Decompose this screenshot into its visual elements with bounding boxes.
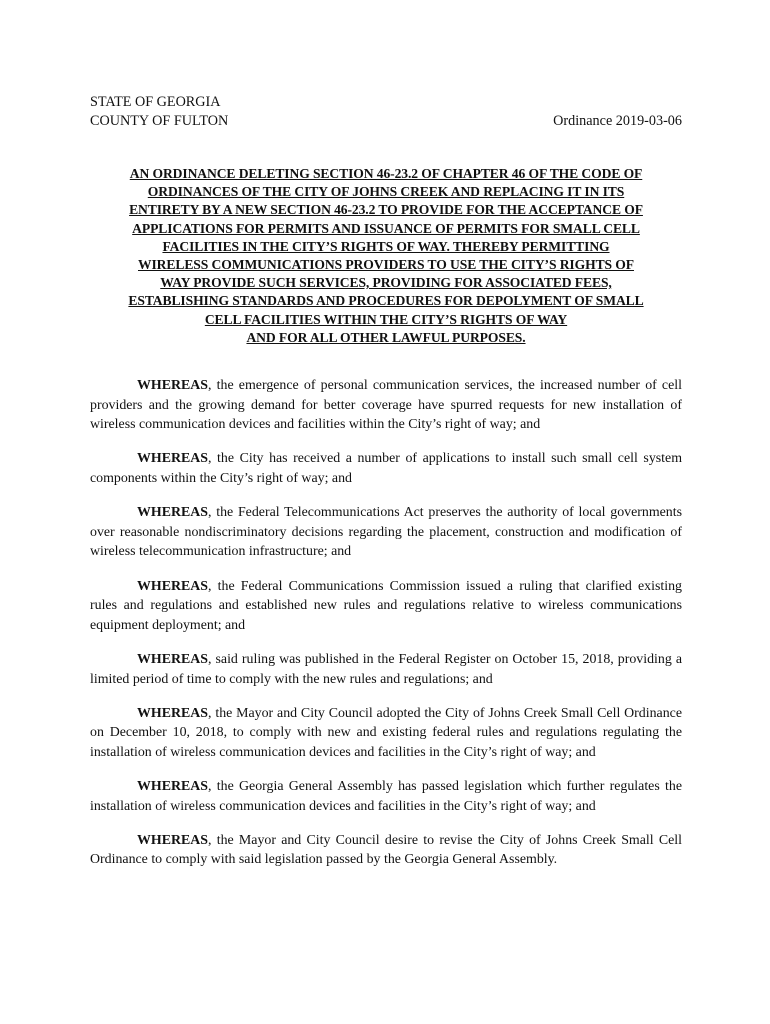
paragraph-text: , the emergence of personal communication services, the increased number of cell providers and the growing demand for better coverage have spurred requests for new installation of wireless communication devices and facilities within the City’s right of way; and — [90, 378, 682, 433]
paragraph-text: , the Federal Telecommunications Act preserves the authority of local governments over reasonable nondiscriminatory decisions regarding the placement, construction and modification of wireless telecommunication infrastructure; and — [90, 505, 682, 560]
paragraph-text: , the Mayor and City Council adopted the City of Johns Creek Small Cell Ordinance on December 10, 2018, to comply with new and existing federal rules and regulations regulating the installation of wireless communication devices and facilities in the City’s right of way; and — [90, 705, 682, 760]
paragraph-text: , the Federal Communications Commission issued a ruling that clarified existing rules and regulations and established new rules and regulations relative to wireless communications equipment deployment; and — [90, 578, 682, 633]
whereas-label: WHEREAS — [137, 705, 209, 721]
whereas-paragraph — [90, 777, 682, 816]
whereas-label: WHEREAS — [137, 451, 209, 467]
whereas-label: WHEREAS — [137, 651, 209, 667]
whereas-label: WHEREAS — [137, 779, 209, 795]
paragraph-text: , said ruling was published in the Federal Register on October 15, 2018, providing a limited period of time to comply with the new rules and regulations; and — [90, 651, 682, 687]
title-line: ENTIRETY BY A NEW SECTION 46-23.2 TO PROVIDE FOR THE ACCEPTANCE OF — [129, 202, 643, 218]
whereas-paragraph — [90, 704, 682, 763]
whereas-label: WHEREAS — [137, 378, 209, 393]
ordinance-number: Ordinance 2019-03-06 — [553, 113, 682, 129]
county-ordinance-row — [90, 112, 682, 131]
paragraph-text: , the Georgia General Assembly has passed legislation which further regulates the installation of wireless communication devices and facilities in the City’s right of way; and — [90, 779, 682, 814]
title-line: AN ORDINANCE DELETING SECTION 46-23.2 OF CHAPTER 46 OF THE CODE OF — [129, 166, 643, 181]
county-line: COUNTY OF FULTON — [90, 113, 229, 129]
paragraph-text: , the City has received a number of applications to install such small cell system components within the City’s right of way; and — [90, 451, 682, 486]
ordinance-title — [88, 165, 684, 347]
title-line: CELL FACILITIES WITHIN THE CITY’S RIGHTS OF WAY — [204, 311, 568, 327]
paragraph-text: , the Mayor and City Council desire to revise the City of Johns Creek Small Cell Ordinance to comply with said legislation passed by the Georgia General Assembly. — [90, 832, 682, 868]
title-line: WIRELESS COMMUNICATIONS PROVIDERS TO USE THE CITY’S RIGHTS OF — [138, 257, 634, 273]
document-header — [90, 93, 682, 131]
whereas-paragraph — [90, 577, 682, 636]
title-line: WAY PROVIDE SUCH SERVICES, PROVIDING FOR ASSOCIATED FEES, — [160, 275, 612, 291]
title-line: ESTABLISHING STANDARDS AND PROCEDURES FOR DEPOLYMENT OF SMALL — [128, 293, 644, 309]
whereas-label: WHEREAS — [137, 505, 209, 521]
whereas-paragraph — [90, 831, 682, 870]
whereas-label: WHEREAS — [137, 578, 209, 594]
document-body — [90, 376, 682, 885]
title-line: APPLICATIONS FOR PERMITS AND ISSUANCE OF PERMITS FOR SMALL CELL — [132, 220, 640, 236]
whereas-paragraph — [90, 650, 682, 689]
title-line: ORDINANCES OF THE CITY OF JOHNS CREEK AND REPLACING IT IN ITS — [147, 184, 625, 200]
whereas-paragraph — [90, 376, 682, 435]
whereas-paragraph — [90, 503, 682, 562]
whereas-paragraph — [90, 449, 682, 488]
state-line: STATE OF GEORGIA — [90, 94, 221, 110]
whereas-label: WHEREAS — [137, 832, 209, 848]
title-line: AND FOR ALL OTHER LAWFUL PURPOSES. — [246, 329, 526, 345]
title-line: FACILITIES IN THE CITY’S RIGHTS OF WAY. THEREBY PERMITTING — [162, 238, 610, 254]
